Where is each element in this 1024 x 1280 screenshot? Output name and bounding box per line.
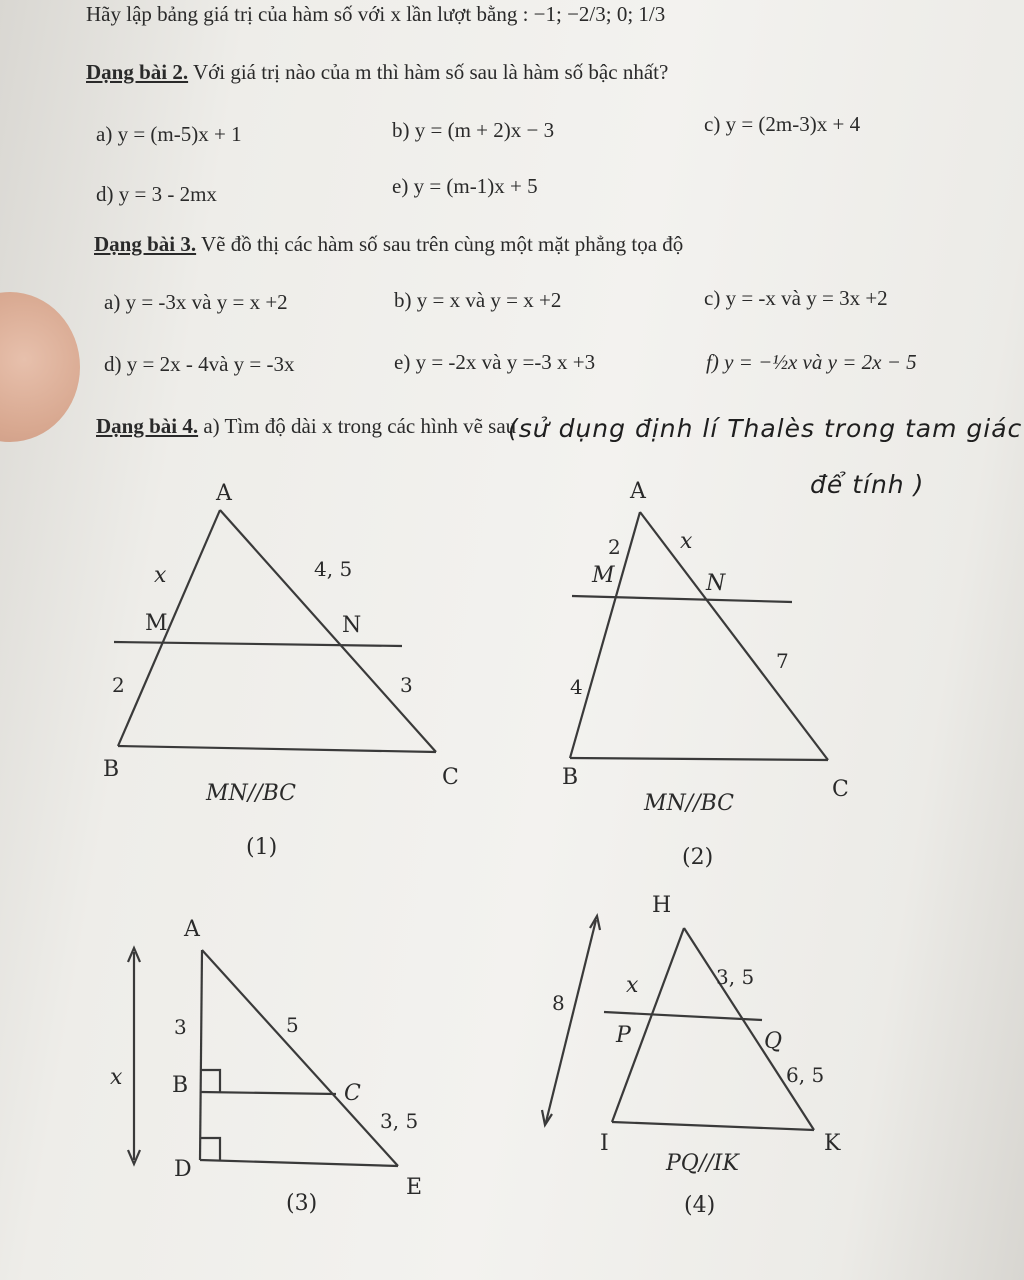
fig2-side-ac xyxy=(640,512,828,760)
fig4-arrow-8 xyxy=(546,920,596,1122)
section4-text: a) Tìm độ dài x trong các hình vẽ sau xyxy=(203,414,517,438)
fig3-right-angle-b xyxy=(201,1070,220,1092)
fig4-parallel: PQ//IK xyxy=(666,1151,739,1176)
fig3-label-c: C xyxy=(344,1081,361,1106)
fig1-side-bc xyxy=(118,746,436,752)
s3-item-b: b) y = x và y = x +2 xyxy=(394,288,562,312)
fig1-len-3: 3 xyxy=(400,673,413,697)
fig4-caption: (4) xyxy=(684,1193,716,1218)
fig1-label-m: M xyxy=(145,611,168,636)
s3-item-d: d) y = 2x - 4và y = -3x xyxy=(104,352,295,376)
fig2-side-ab xyxy=(570,512,640,758)
fig3-hypotenuse-ae xyxy=(202,950,398,1166)
section4-tag: Dạng bài 4. xyxy=(96,414,199,438)
figure-2 xyxy=(520,470,880,870)
fig3-label-e: E xyxy=(406,1175,423,1200)
fig2-len-x: x xyxy=(680,529,693,554)
s3-item-f: f) y = −½x và y = 2x − 5 xyxy=(706,350,917,374)
figure-1 xyxy=(0,470,480,870)
fig2-label-n: N xyxy=(706,571,726,596)
fig2-len-4: 4 xyxy=(570,675,583,699)
s2-item-d: d) y = 3 - 2mx xyxy=(96,182,217,206)
figure-3 xyxy=(100,910,460,1220)
figure-4 xyxy=(520,880,880,1220)
section2-tag: Dạng bài 2. xyxy=(86,60,189,84)
fig3-segment-de xyxy=(200,1160,398,1166)
s3-item-a: a) y = -3x và y = x +2 xyxy=(104,290,288,314)
fig1-caption: (1) xyxy=(246,835,278,860)
fig4-len-65: 6, 5 xyxy=(786,1063,825,1087)
fig1-side-ac xyxy=(220,510,436,752)
fig2-line-mn xyxy=(572,596,792,602)
fig1-len-2: 2 xyxy=(112,673,125,697)
fig4-label-p: P xyxy=(616,1023,631,1048)
fig1-label-b: B xyxy=(103,757,120,782)
fig4-len-35: 3, 5 xyxy=(716,965,755,989)
fig4-label-q: Q xyxy=(764,1029,783,1054)
fig4-label-h: H xyxy=(652,893,672,918)
fig1-parallel: MN//BC xyxy=(206,781,297,806)
fig2-side-bc xyxy=(570,758,828,760)
s2-item-e: e) y = (m-1)x + 5 xyxy=(392,174,538,198)
fig4-label-k: K xyxy=(824,1131,841,1156)
fig4-side-hk xyxy=(684,928,814,1130)
section3-heading xyxy=(94,232,683,257)
fig2-label-c: C xyxy=(832,777,849,802)
fig3-segment-bc xyxy=(201,1092,336,1094)
section4-heading xyxy=(96,414,516,439)
fig1-label-c: C xyxy=(442,765,459,790)
section3-tag: Dạng bài 3. xyxy=(94,232,197,256)
fig2-len-2: 2 xyxy=(608,535,621,559)
fig3-label-d: D xyxy=(174,1157,192,1182)
fig2-label-m: M xyxy=(592,563,615,588)
fig4-label-i: I xyxy=(600,1131,609,1156)
fig1-label-a: A xyxy=(216,481,232,506)
fig4-len-x: x xyxy=(626,973,639,998)
fig3-caption: (3) xyxy=(286,1191,318,1216)
fig3-len-5: 5 xyxy=(286,1013,299,1037)
fig2-label-b: B xyxy=(562,765,579,790)
fig4-len-8: 8 xyxy=(552,991,565,1015)
fig3-right-angle-d xyxy=(200,1138,220,1160)
handwritten-note-line2: để tính ) xyxy=(810,470,925,499)
fig3-label-b: B xyxy=(172,1073,189,1098)
fig3-vertical-ad xyxy=(200,950,202,1160)
fig4-side-ik xyxy=(612,1122,814,1130)
fig1-line-mn xyxy=(114,642,402,646)
section3-text: Vẽ đồ thị các hàm số sau trên cùng một mặt phẳng tọa độ xyxy=(200,232,684,256)
fig3-len-35: 3, 5 xyxy=(380,1109,419,1133)
fig1-side-ab xyxy=(118,510,220,746)
s2-item-b: b) y = (m + 2)x − 3 xyxy=(392,118,555,142)
handwritten-note-line1: (sử dụng định lí Thalès trong tam giác xyxy=(508,414,1023,443)
top-line: Hãy lập bảng giá trị của hàm số với x lần lượt bằng : −1; −2/3; 0; 1/3 xyxy=(86,2,666,26)
fig1-len-45: 4, 5 xyxy=(314,557,353,581)
fig3-len-x: x xyxy=(110,1065,123,1090)
fig1-label-n: N xyxy=(342,613,362,638)
section2-text: Với giá trị nào của m thì hàm số sau là hàm số bậc nhất? xyxy=(192,60,669,84)
fig2-len-7: 7 xyxy=(776,649,789,673)
section2-heading xyxy=(86,60,668,85)
fig2-label-a: A xyxy=(630,479,646,504)
fig2-parallel: MN//BC xyxy=(644,791,735,816)
fig3-label-a: A xyxy=(184,917,200,942)
fig2-caption: (2) xyxy=(682,845,714,870)
s3-item-c: c) y = -x và y = 3x +2 xyxy=(704,286,888,310)
s2-item-c: c) y = (2m-3)x + 4 xyxy=(704,112,861,136)
fig1-len-x: x xyxy=(154,563,167,588)
fig3-len-3: 3 xyxy=(174,1015,187,1039)
s2-item-a: a) y = (m-5)x + 1 xyxy=(96,122,242,146)
s3-item-e: e) y = -2x và y =-3 x +3 xyxy=(394,350,596,374)
